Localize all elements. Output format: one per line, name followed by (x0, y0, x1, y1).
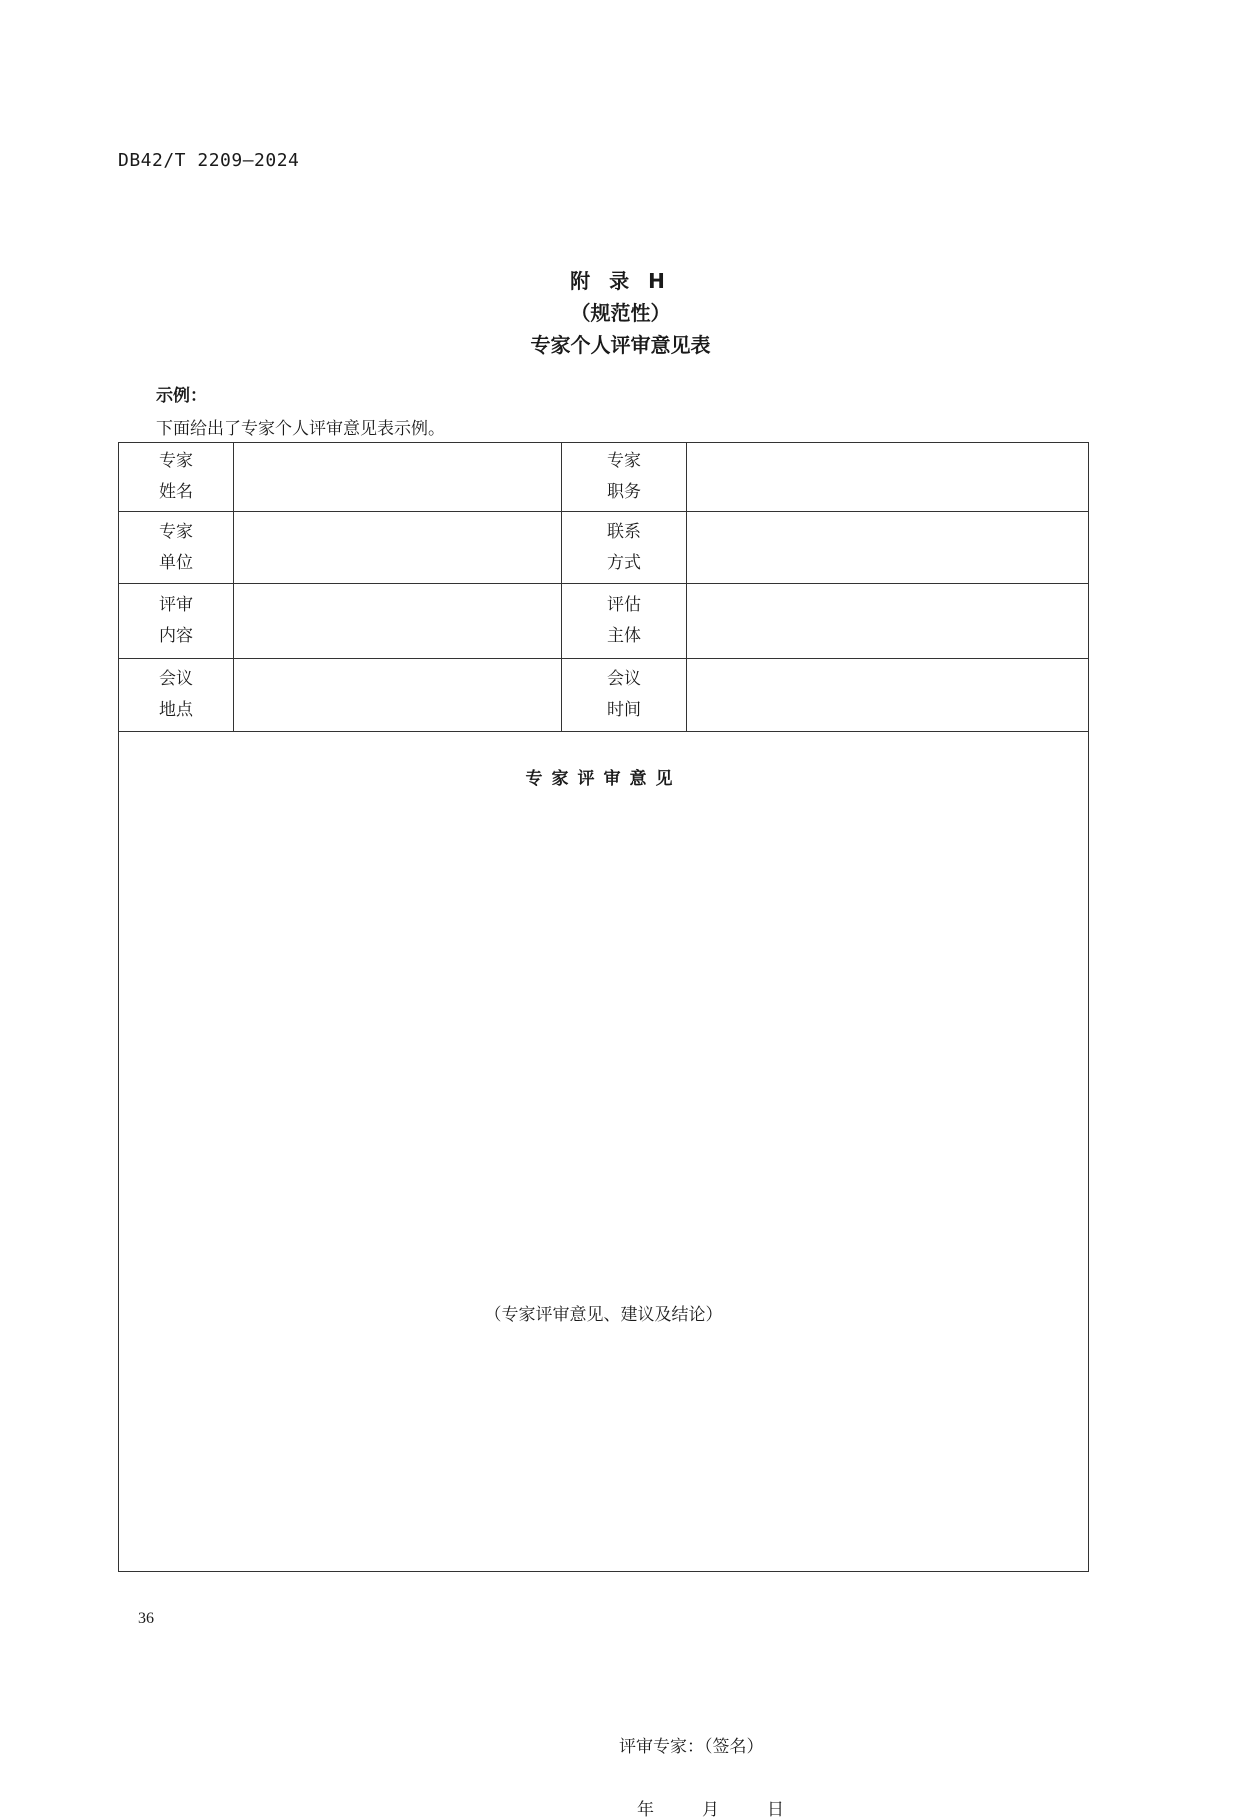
field-expert-unit[interactable] (234, 512, 562, 584)
opinion-placeholder: （专家评审意见、建议及结论） (484, 1305, 723, 1325)
label-meeting-location: 会议 地点 (119, 659, 234, 732)
date-day: 日 (767, 1800, 784, 1820)
signature-label: 评审专家：（签名） (619, 1737, 764, 1757)
table-row (119, 659, 1089, 732)
example-label: 示例： (156, 386, 207, 406)
field-expert-name[interactable] (234, 443, 562, 512)
field-contact[interactable] (687, 512, 1089, 584)
appendix-kind: （规范性） (570, 301, 671, 325)
date-year: 年 (637, 1800, 654, 1820)
example-intro: 下面给出了专家个人评审意见表示例。 (156, 419, 445, 439)
date-row (637, 1795, 784, 1820)
label-expert-title: 专家 职务 (562, 443, 687, 512)
field-meeting-location[interactable] (234, 659, 562, 732)
appendix-title: 专家个人评审意见表 (530, 333, 711, 357)
table-row (119, 512, 1089, 584)
opinion-heading: 专家评审意见 (525, 769, 682, 789)
field-assessment-subject[interactable] (687, 584, 1089, 659)
field-review-content[interactable] (234, 584, 562, 659)
date-month: 月 (702, 1800, 719, 1820)
field-meeting-time[interactable] (687, 659, 1089, 732)
label-meeting-time: 会议 时间 (562, 659, 687, 732)
appendix-heading: 附 录 H (570, 269, 671, 293)
label-review-content: 评审 内容 (119, 584, 234, 659)
label-contact: 联系 方式 (562, 512, 687, 584)
document-code: DB42/T 2209—2024 (118, 150, 300, 171)
page-number: 36 (138, 1610, 154, 1627)
field-expert-title[interactable] (687, 443, 1089, 512)
table-row (119, 443, 1089, 512)
label-expert-name: 专家 姓名 (119, 443, 234, 512)
table-row (119, 584, 1089, 659)
opinion-row (119, 732, 1089, 1572)
label-assessment-subject: 评估 主体 (562, 584, 687, 659)
label-expert-unit: 专家 单位 (119, 512, 234, 584)
